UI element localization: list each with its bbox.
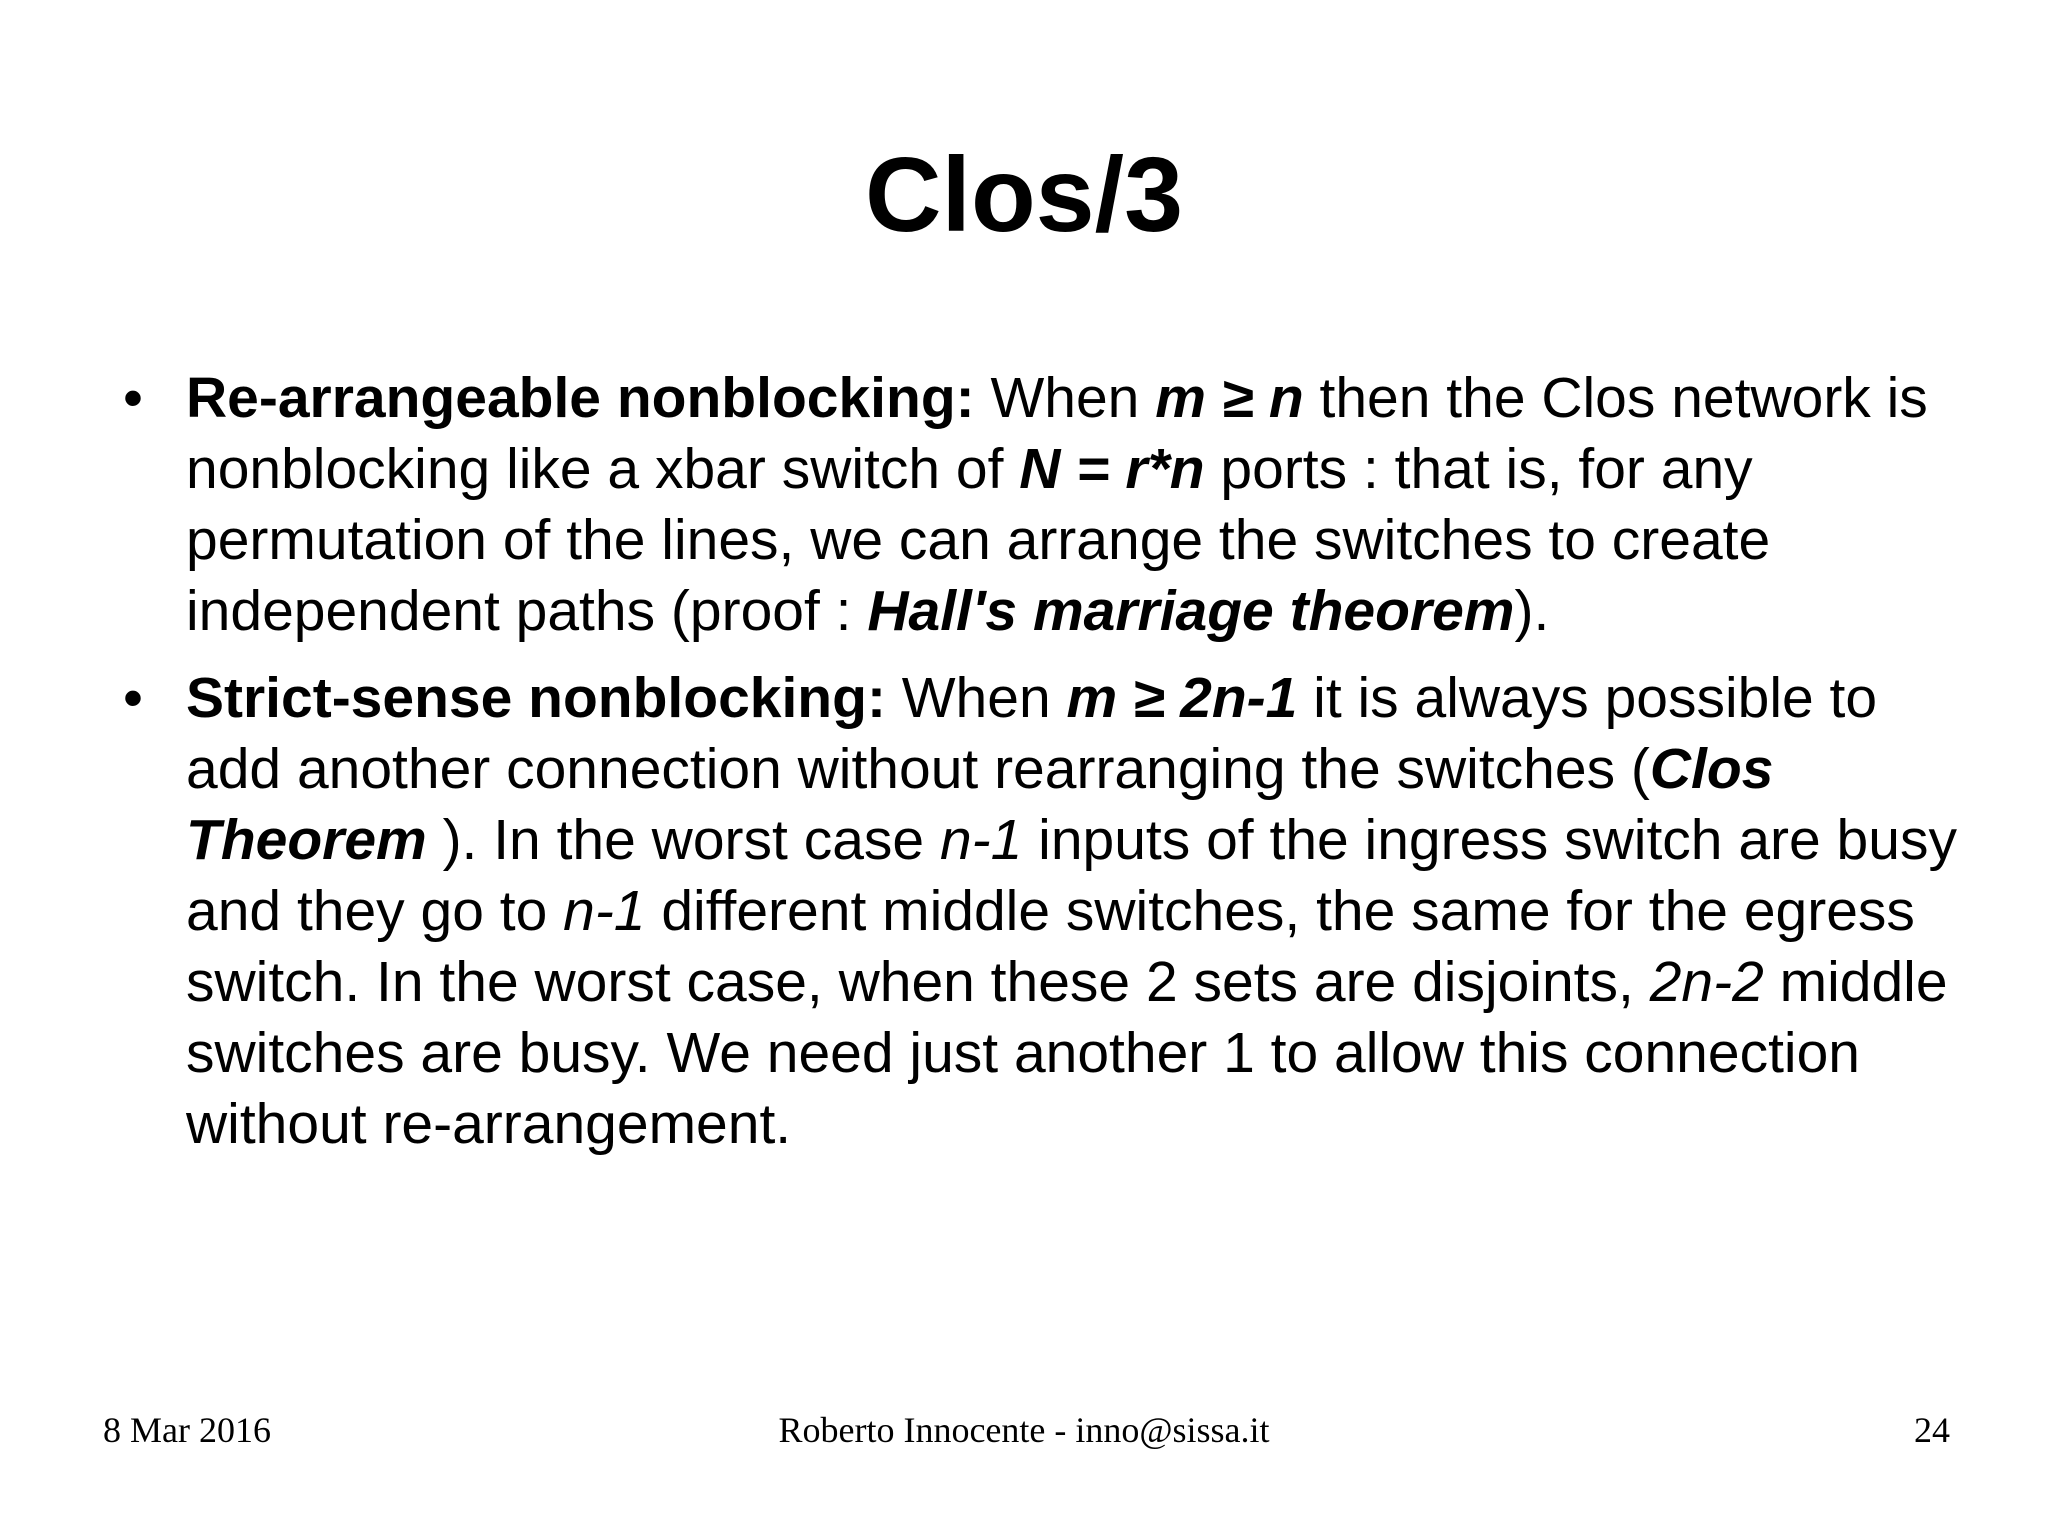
body-text: then the Clos network is nonblocking like a xbar switch of <box>186 366 1928 501</box>
bullet-dot-icon: • <box>123 366 143 430</box>
body-text: inputs of the ingress switch are busy and they go to <box>186 808 1957 943</box>
formula: m ≥ n <box>1155 366 1304 430</box>
bullet-list <box>120 363 1980 1176</box>
page-number: 24 <box>1914 1410 1950 1450</box>
bullet-item-rearrangeable <box>120 363 1980 647</box>
term-label: Strict-sense nonblocking: <box>186 666 886 730</box>
body-text: ports : that is, for any permutation of the lines, we can arrange the switches to create independent paths (proof : <box>186 437 1771 643</box>
slide-title: Clos/3 <box>864 136 1184 254</box>
body-text: it is always possible to add another connection without rearranging the switches ( <box>186 666 1878 801</box>
formula: n-1 <box>563 879 646 943</box>
body-text: ). <box>1514 579 1550 643</box>
bullet-item-strict-sense <box>120 663 1980 1160</box>
term-label: Re-arrangeable nonblocking: <box>186 366 975 430</box>
body-text: different middle switches, the same for the egress switch. In the worst case, when these 2 sets are disjoints, <box>186 879 1915 1014</box>
formula: m ≥ 2n-1 <box>1066 666 1298 730</box>
theorem-name: Clos Theorem <box>186 737 1774 872</box>
body-text: When <box>885 666 1067 730</box>
formula: n-1 <box>939 808 1023 872</box>
body-text: ). In the worst case <box>426 808 940 872</box>
formula: N = r*n <box>1019 437 1205 501</box>
bullet-dot-icon: • <box>123 666 143 730</box>
body-text: middle switches are busy. We need just another 1 to allow this connection without re-arrangement. <box>186 950 1948 1156</box>
body-text: When <box>974 366 1156 430</box>
footer-author: Roberto Innocente - inno@sissa.it <box>778 1410 1270 1450</box>
footer-date: 8 Mar 2016 <box>103 1410 271 1450</box>
formula: 2n-2 <box>1649 950 1764 1014</box>
theorem-name: Hall's marriage theorem <box>867 579 1515 643</box>
